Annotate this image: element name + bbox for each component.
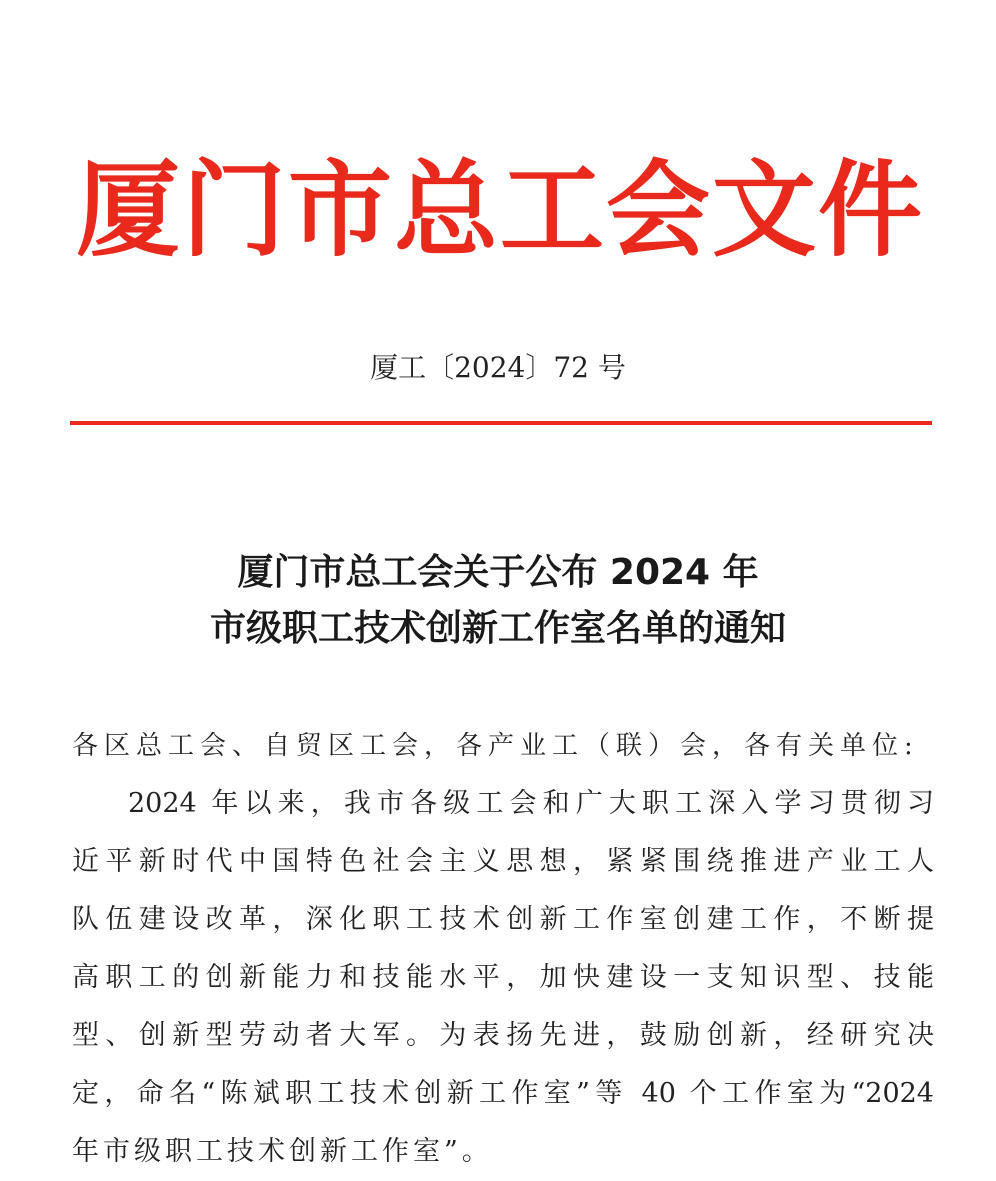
notice-title-line-2: 市级职工技术创新工作室名单的通知: [209, 608, 786, 649]
body-line: 2024 年以来，我市各级工会和广大职工深入学习贯彻习: [128, 788, 934, 819]
body-line: 型、创新型劳动者大军。为表扬先进，鼓励创新，经研究决: [72, 1020, 934, 1051]
document-number: 厦工〔2024〕72 号: [370, 351, 626, 384]
notice-body: [72, 717, 934, 1181]
red-divider-line: [70, 421, 932, 425]
notice-title-line-1: 厦门市总工会关于公布 2024 年: [237, 552, 759, 593]
body-line: 高职工的创新能力和技能水平，加快建设一支知识型、技能: [72, 962, 934, 993]
body-line: 近平新时代中国特色社会主义思想，紧紧围绕推进产业工人: [72, 846, 934, 877]
body-line: 队伍建设改革，深化职工技术创新工作室创建工作，不断提: [72, 904, 934, 935]
body-line: 定，命名“陈斌职工技术创新工作室”等 40 个工作室为“2024: [72, 1078, 934, 1109]
masthead-title: 厦门市总工会文件: [75, 149, 924, 271]
salutation: 各区总工会、自贸区工会，各产业工（联）会，各有关单位:: [72, 731, 919, 761]
notice-title: [0, 545, 996, 657]
body-line: 年市级职工技术创新工作室”。: [72, 1136, 493, 1167]
